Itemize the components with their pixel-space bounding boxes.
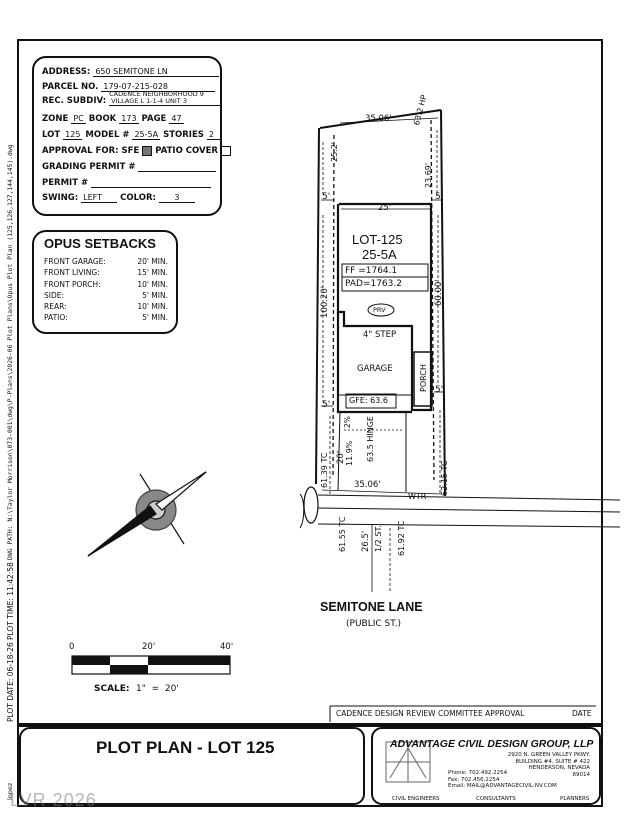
left-setback-bottom: 5'	[322, 400, 331, 410]
zone-label: ZONE	[42, 114, 69, 124]
footer-civil: CIVIL ENGINEERS	[392, 796, 440, 802]
prv-label: PRV	[373, 306, 386, 314]
parcel-label: PARCEL NO.	[42, 82, 99, 92]
garage-label: GARAGE	[357, 364, 393, 374]
street-left-tc: 61.55 TC	[338, 516, 347, 552]
book-label: BOOK	[88, 114, 117, 124]
house-width-dim: 25'	[378, 203, 392, 213]
footer-planners: PLANNERS	[560, 796, 590, 802]
setback-value: 20' MIN.	[137, 257, 168, 266]
setback-value: 5' MIN.	[142, 313, 168, 323]
model-value: 25-5A	[134, 130, 159, 139]
company-email: Email: MAIL@ADVANTAGECIVIL-NV.COM	[448, 783, 557, 789]
scale-value: 1" = 20'	[136, 684, 179, 694]
book-value: 173	[121, 114, 137, 123]
model-label: MODEL #	[85, 130, 130, 140]
address-value: 650 SEMITONE LN	[93, 67, 219, 77]
half-street-label: 1/2 ST.	[374, 525, 383, 552]
setback-value: 10' MIN.	[137, 279, 168, 289]
lot-value: 125	[65, 130, 81, 139]
subdiv-line2: VILLAGE L 1-1-4 UNIT 3	[109, 98, 221, 106]
right-rear-dim: 23.69'	[424, 162, 433, 188]
sfe-label: SFE	[121, 146, 140, 156]
company-fax: Fax: 702.456.2254	[448, 776, 500, 783]
lot-name: LOT-125	[352, 232, 403, 247]
lot-label: LOT	[42, 130, 61, 140]
right-tc-label: 62.15 TC	[440, 460, 449, 496]
footer-consultants: CONSULTANTS	[476, 796, 516, 802]
approval-label: APPROVAL FOR:	[42, 146, 119, 156]
company-name: ADVANTAGE CIVIL DESIGN GROUP, LLP	[390, 738, 594, 750]
setback-label: FRONT LIVING:	[44, 268, 100, 278]
left-setback-top: 5'	[322, 192, 331, 202]
front-width-dim: 35.06'	[354, 480, 381, 490]
setback-label: FRONT PORCH:	[44, 279, 101, 289]
company-contact	[448, 770, 557, 790]
finished-floor: FF =1764.1	[345, 266, 398, 276]
color-value: 3	[159, 193, 195, 203]
street-right-tc: 61.92 TC	[397, 520, 406, 556]
left-lot-line	[316, 128, 319, 484]
right-setback-top: 5'	[435, 192, 444, 202]
swing-label: SWING:	[42, 193, 79, 203]
grading-label: GRADING PERMIT #	[42, 162, 136, 172]
permit-label: PERMIT #	[42, 178, 89, 188]
setback-value: 10' MIN.	[137, 302, 168, 312]
zone-value: PC	[73, 114, 84, 123]
patio-label: PATIO COVER	[155, 146, 218, 156]
page-label: PAGE	[141, 114, 167, 124]
swing-value: LEFT	[81, 193, 117, 203]
approval-date: DATE	[572, 709, 592, 718]
company-address-line1: 2920 N. GREEN VALLEY PKWY.	[507, 752, 590, 758]
rear-yard-dim: 25.2'	[330, 141, 339, 162]
setback-label: FRONT GARAGE:	[44, 257, 106, 266]
hinge-label: 63.5 HINGE	[366, 416, 375, 462]
company-address-line3: HENDERSON, NEVADA	[528, 765, 590, 771]
plot-plan-title: PLOT PLAN - LOT 125	[96, 738, 275, 757]
setbacks-title: OPUS SETBACKS	[44, 236, 156, 251]
scale-tick-20: 20'	[142, 642, 156, 652]
left-depth-dim: 100.20'	[320, 285, 330, 318]
rear-width-dim: 35.06'	[365, 114, 392, 124]
drafter-name: lopez	[6, 782, 14, 800]
lot-model: 25-5A	[362, 247, 397, 262]
approval-text: CADENCE DESIGN REVIEW COMMITTEE APPROVAL	[336, 709, 525, 718]
page-value: 47	[171, 114, 182, 123]
plot-date: PLOT DATE: 06-18-26	[6, 642, 15, 722]
right-depth-dim: 60.00'	[434, 279, 444, 306]
step-label: 4" STEP	[363, 330, 397, 340]
watermark: LVR 2026	[10, 790, 97, 810]
pad-elevation: PAD=1763.2	[345, 279, 402, 289]
setback-label: PATIO:	[44, 313, 68, 323]
street-type: (PUBLIC ST.)	[346, 619, 402, 629]
gfe-label: GFE: 63.6	[349, 396, 388, 405]
water-label: WTR	[408, 492, 427, 501]
scale-bar	[72, 656, 230, 674]
company-address-line4: 89014	[572, 771, 590, 778]
left-tc-label: 61.39 TC	[320, 452, 329, 488]
address-label: ADDRESS:	[42, 67, 91, 77]
porch-label: PORCH	[419, 364, 428, 392]
scale-label: SCALE:	[94, 684, 130, 694]
setback-value: 15' MIN.	[137, 268, 168, 278]
north-arrow-icon	[88, 472, 206, 556]
half-street-dim: 26.5'	[361, 530, 371, 552]
color-label: COLOR:	[120, 193, 156, 203]
driveway-slope: 11.9%	[345, 440, 354, 466]
setback-value: 5' MIN.	[142, 290, 168, 300]
driveway-length: 20'	[336, 450, 346, 464]
right-setback-bottom: 5'	[435, 385, 444, 395]
company-phone: Phone: 702.492.2254	[448, 770, 508, 776]
street-name: SEMITONE LANE	[320, 600, 423, 614]
stories-value: 2	[207, 130, 221, 140]
plot-time: PLOT TIME: 11:42:58	[6, 562, 15, 640]
setback-label: REAR:	[44, 302, 67, 312]
parcel-value: 179-07-215-028	[101, 82, 215, 92]
two-percent-label: 2%	[343, 416, 352, 428]
setback-label: SIDE:	[44, 290, 65, 300]
dwg-path: DWG PATH: N:\Taylor Morrison\073-001\dwg\P-Plans\2026-06 Plot Plans\Opus Plot Plan (125,126,127,144,145).dwg	[6, 144, 14, 560]
scale-tick-40: 40'	[220, 642, 234, 652]
stories-label: STORIES	[163, 130, 204, 140]
subdiv-label: REC. SUBDIV:	[42, 96, 107, 106]
subdiv-line1: CADENCE NEIGHBORHOOD 9	[109, 90, 204, 98]
scale-tick-0: 0	[69, 642, 75, 652]
high-point-label: 63.2 HP	[412, 93, 429, 127]
company-address-line2: BUILDING #4, SUITE # 422	[515, 758, 590, 765]
